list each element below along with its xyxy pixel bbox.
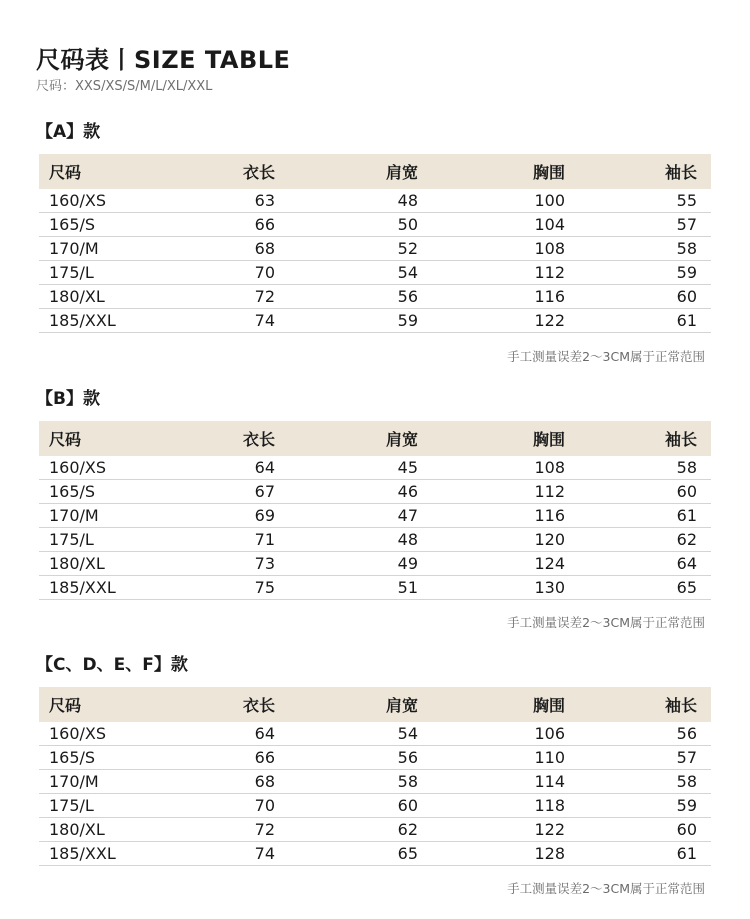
- cell-size: 185/XXL: [49, 311, 116, 330]
- header-shoulder: 肩宽: [385, 163, 418, 182]
- header-length: 衣长: [242, 430, 275, 449]
- cell-length: 63: [254, 191, 275, 210]
- cell-size: 180/XL: [49, 820, 105, 839]
- cell-sleeve: 61: [676, 506, 697, 525]
- cell-length: 67: [254, 482, 275, 501]
- header-sleeve: 袖长: [664, 696, 697, 715]
- cell-sleeve: 56: [676, 724, 697, 743]
- cell-chest: 108: [534, 239, 565, 258]
- cell-size: 160/XS: [49, 724, 107, 743]
- cell-shoulder: 65: [397, 844, 418, 863]
- cell-shoulder: 52: [397, 239, 418, 258]
- cell-chest: 130: [534, 578, 565, 597]
- cell-sleeve: 57: [676, 748, 697, 767]
- cell-shoulder: 58: [397, 772, 418, 791]
- cell-chest: 128: [534, 844, 565, 863]
- table-row: [39, 842, 711, 866]
- cell-chest: 100: [534, 191, 565, 210]
- table-row: [39, 722, 711, 746]
- cell-length: 66: [254, 748, 275, 767]
- cell-length: 64: [254, 724, 275, 743]
- cell-shoulder: 54: [397, 724, 418, 743]
- table-row: [39, 285, 711, 309]
- table-row: [39, 189, 711, 213]
- cell-shoulder: 46: [397, 482, 418, 501]
- cell-length: 74: [254, 311, 275, 330]
- cell-chest: 122: [534, 311, 565, 330]
- measurement-note: 手工测量误差2～3CM属于正常范围: [507, 615, 705, 630]
- cell-length: 75: [254, 578, 275, 597]
- table-row: [39, 576, 711, 600]
- cell-length: 74: [254, 844, 275, 863]
- table-header: [39, 687, 711, 722]
- header-length: 衣长: [242, 696, 275, 715]
- table-row: [39, 309, 711, 333]
- cell-sleeve: 58: [676, 772, 697, 791]
- cell-chest: 112: [534, 482, 565, 501]
- header-chest: 胸围: [532, 696, 565, 715]
- size-table-b: [39, 421, 711, 600]
- cell-size: 185/XXL: [49, 844, 116, 863]
- cell-sleeve: 61: [676, 311, 697, 330]
- cell-shoulder: 49: [397, 554, 418, 573]
- header-shoulder: 肩宽: [385, 430, 418, 449]
- table-row: [39, 818, 711, 842]
- table-row: [39, 504, 711, 528]
- cell-sleeve: 60: [676, 482, 697, 501]
- cell-size: 165/S: [49, 482, 96, 501]
- cell-chest: 106: [534, 724, 565, 743]
- measurement-note: 手工测量误差2～3CM属于正常范围: [507, 349, 705, 364]
- cell-size: 185/XXL: [49, 578, 116, 597]
- cell-chest: 108: [534, 458, 565, 477]
- header-size: 尺码: [49, 163, 82, 182]
- cell-length: 70: [254, 263, 275, 282]
- cell-length: 64: [254, 458, 275, 477]
- cell-sleeve: 59: [676, 796, 697, 815]
- cell-size: 175/L: [49, 263, 94, 282]
- cell-size: 160/XS: [49, 458, 107, 477]
- cell-length: 72: [254, 287, 275, 306]
- cell-length: 72: [254, 820, 275, 839]
- header-chest: 胸围: [532, 163, 565, 182]
- section-heading: 【C、D、E、F】款: [36, 655, 188, 675]
- table-row: [39, 746, 711, 770]
- header-shoulder: 肩宽: [385, 696, 418, 715]
- cell-size: 165/S: [49, 748, 96, 767]
- cell-shoulder: 60: [397, 796, 418, 815]
- table-row: [39, 552, 711, 576]
- cell-chest: 118: [534, 796, 565, 815]
- section-heading: 【B】款: [36, 389, 100, 409]
- cell-shoulder: 56: [397, 287, 418, 306]
- cell-sleeve: 65: [676, 578, 697, 597]
- measurement-note: 手工测量误差2～3CM属于正常范围: [507, 881, 705, 896]
- cell-size: 180/XL: [49, 554, 105, 573]
- table-row: [39, 794, 711, 818]
- table-row: [39, 456, 711, 480]
- table-row: [39, 237, 711, 261]
- cell-size: 170/M: [49, 506, 99, 525]
- cell-shoulder: 45: [397, 458, 418, 477]
- cell-sleeve: 60: [676, 820, 697, 839]
- cell-size: 165/S: [49, 215, 96, 234]
- cell-length: 68: [254, 772, 275, 791]
- cell-sleeve: 59: [676, 263, 697, 282]
- cell-shoulder: 48: [397, 530, 418, 549]
- cell-sleeve: 61: [676, 844, 697, 863]
- cell-sleeve: 58: [676, 239, 697, 258]
- cell-shoulder: 50: [397, 215, 418, 234]
- cell-chest: 116: [534, 506, 565, 525]
- cell-length: 71: [254, 530, 275, 549]
- cell-shoulder: 48: [397, 191, 418, 210]
- table-row: [39, 261, 711, 285]
- cell-size: 175/L: [49, 530, 94, 549]
- cell-shoulder: 51: [397, 578, 418, 597]
- cell-sleeve: 57: [676, 215, 697, 234]
- cell-chest: 112: [534, 263, 565, 282]
- cell-sleeve: 58: [676, 458, 697, 477]
- header-sleeve: 袖长: [664, 430, 697, 449]
- cell-length: 66: [254, 215, 275, 234]
- cell-size: 170/M: [49, 239, 99, 258]
- cell-chest: 114: [534, 772, 565, 791]
- cell-chest: 120: [534, 530, 565, 549]
- cell-sleeve: 60: [676, 287, 697, 306]
- cell-sleeve: 64: [676, 554, 697, 573]
- table-row: [39, 480, 711, 504]
- header-size: 尺码: [49, 696, 82, 715]
- cell-shoulder: 54: [397, 263, 418, 282]
- cell-sleeve: 55: [676, 191, 697, 210]
- cell-size: 160/XS: [49, 191, 107, 210]
- cell-chest: 124: [534, 554, 565, 573]
- table-row: [39, 213, 711, 237]
- cell-shoulder: 47: [397, 506, 418, 525]
- cell-length: 70: [254, 796, 275, 815]
- table-header: [39, 421, 711, 456]
- page-subtitle: 尺码：XXS/XS/S/M/L/XL/XXL: [36, 79, 213, 94]
- size-table-a: [39, 154, 711, 333]
- cell-shoulder: 62: [397, 820, 418, 839]
- page-title: 尺码表丨SIZE TABLE: [36, 46, 291, 74]
- table-header: [39, 154, 711, 189]
- header-size: 尺码: [49, 430, 82, 449]
- cell-length: 69: [254, 506, 275, 525]
- cell-size: 175/L: [49, 796, 94, 815]
- header-chest: 胸围: [532, 430, 565, 449]
- section-heading: 【A】款: [36, 122, 101, 142]
- cell-chest: 116: [534, 287, 565, 306]
- table-row: [39, 770, 711, 794]
- header-length: 衣长: [242, 163, 275, 182]
- header-sleeve: 袖长: [664, 163, 697, 182]
- cell-shoulder: 56: [397, 748, 418, 767]
- size-table-cdef: [39, 687, 711, 866]
- cell-chest: 122: [534, 820, 565, 839]
- cell-sleeve: 62: [676, 530, 697, 549]
- cell-size: 180/XL: [49, 287, 105, 306]
- cell-length: 68: [254, 239, 275, 258]
- cell-chest: 104: [534, 215, 565, 234]
- cell-size: 170/M: [49, 772, 99, 791]
- cell-chest: 110: [534, 748, 565, 767]
- table-row: [39, 528, 711, 552]
- cell-length: 73: [254, 554, 275, 573]
- cell-shoulder: 59: [397, 311, 418, 330]
